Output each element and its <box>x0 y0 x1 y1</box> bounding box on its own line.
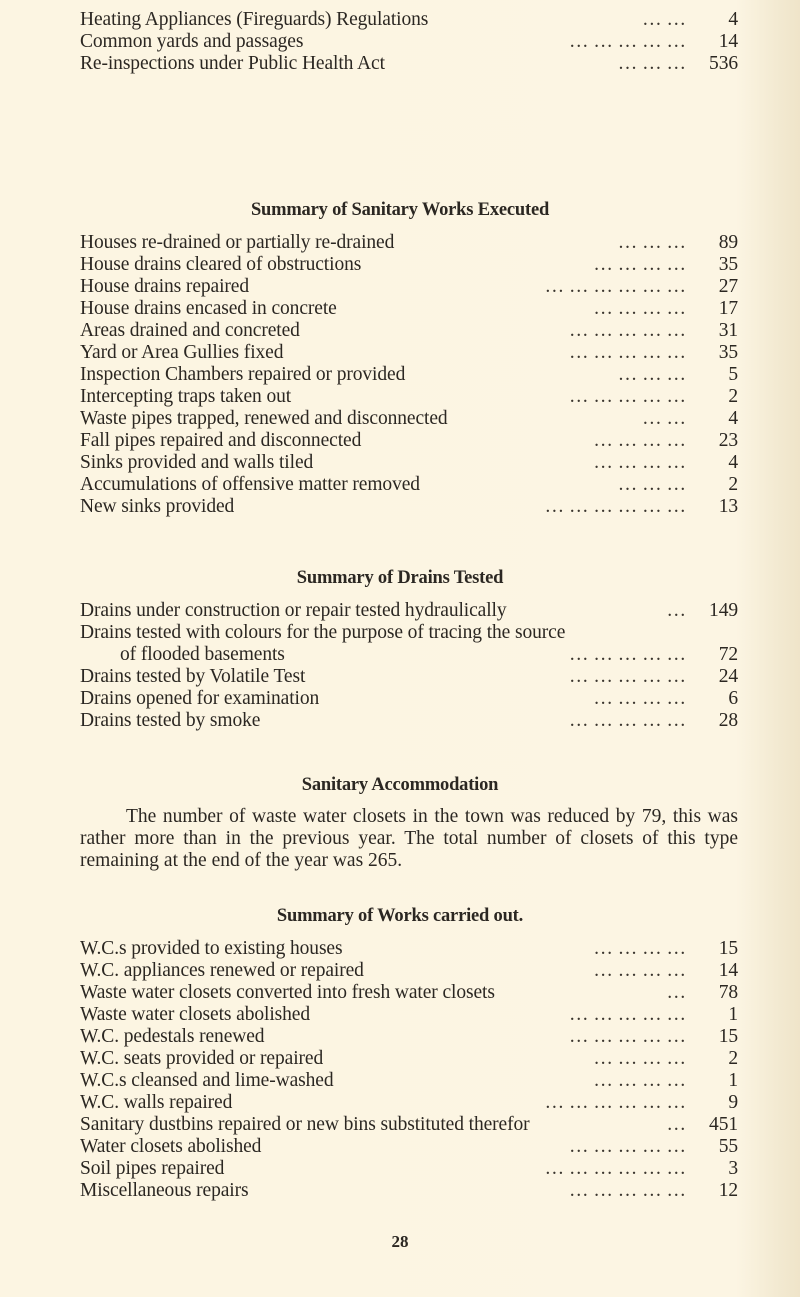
list-item <box>80 452 738 474</box>
leader-dots: … … … … … … <box>544 1092 686 1113</box>
item-label: Soil pipes repaired <box>80 1158 225 1179</box>
section-heading-works-carried-out: Summary of Works carried out. <box>276 906 524 926</box>
item-value: 23 <box>718 430 738 451</box>
item-label: Waste water closets converted into fresh water closets <box>80 982 495 1003</box>
list-item <box>80 644 738 666</box>
item-label: Intercepting traps taken out <box>80 386 292 407</box>
list-item <box>80 496 738 518</box>
sanitary-works-list <box>80 232 738 518</box>
page-number: 28 <box>391 1232 409 1251</box>
list-item <box>80 960 738 982</box>
item-value: 9 <box>728 1092 738 1113</box>
item-label: Sinks provided and walls tiled <box>80 452 314 473</box>
item-label: Drains opened for examination <box>80 688 320 709</box>
item-label: Drains tested by Volatile Test <box>80 666 306 687</box>
item-label: W.C.s provided to existing houses <box>80 938 343 959</box>
list-item <box>80 1092 738 1114</box>
item-label: W.C. seats provided or repaired <box>80 1048 324 1069</box>
item-label: New sinks provided <box>80 496 235 517</box>
item-value: 55 <box>718 1136 738 1157</box>
item-value: 35 <box>718 342 738 363</box>
item-label: Drains under construction or repair tested hydraulically <box>80 600 507 621</box>
item-value: 17 <box>718 298 738 319</box>
leader-dots: … … … … <box>593 452 686 473</box>
leader-dots: … … … … <box>593 938 686 959</box>
item-value: 12 <box>718 1180 738 1201</box>
list-item <box>80 688 738 710</box>
section-heading-sanitary-accommodation: Sanitary Accommodation <box>301 775 499 795</box>
leader-dots: … … <box>642 408 686 429</box>
item-value: 24 <box>718 666 738 687</box>
item-label: Waste water closets abolished <box>80 1004 310 1025</box>
item-value: 2 <box>728 1048 738 1069</box>
item-value: 28 <box>718 710 738 731</box>
leader-dots: … … … … <box>593 1048 686 1069</box>
list-item <box>80 1158 738 1180</box>
leader-dots: … … … … … <box>569 1180 686 1201</box>
leader-dots: … … … … … <box>569 1026 686 1047</box>
item-label: Common yards and passages <box>80 31 304 52</box>
leader-dots: … … … … … … <box>544 496 686 517</box>
list-item <box>80 474 738 496</box>
list-item <box>80 408 738 430</box>
item-value: 13 <box>718 496 738 517</box>
item-label: Re-inspections under Public Health Act <box>80 53 385 74</box>
item-value: 15 <box>718 1026 738 1047</box>
item-label: Drains tested by smoke <box>80 710 261 731</box>
list-item <box>80 342 738 364</box>
item-label: House drains repaired <box>80 276 250 297</box>
list-item <box>80 254 738 276</box>
item-value: 78 <box>718 982 738 1003</box>
leader-dots: … … … … <box>593 1070 686 1091</box>
leader-dots: … … … … <box>593 298 686 319</box>
leader-dots: … … … … … <box>569 710 686 731</box>
list-item <box>80 9 738 31</box>
item-label: House drains cleared of obstructions <box>80 254 362 275</box>
leader-dots: … … … <box>617 364 686 385</box>
item-value: 2 <box>728 474 738 495</box>
list-item <box>80 710 738 732</box>
item-value: 149 <box>709 600 738 621</box>
list-item <box>80 31 738 53</box>
item-value: 89 <box>718 232 738 253</box>
item-label: Drains tested with colours for the purpose of tracing the source <box>80 622 566 643</box>
item-value: 5 <box>728 364 738 385</box>
list-item <box>80 298 738 320</box>
drains-tested-list <box>80 600 738 732</box>
leader-dots: … … … … … … <box>544 1158 686 1179</box>
leader-dots: … … … … … <box>569 386 686 407</box>
item-value: 536 <box>709 53 738 74</box>
item-label: Waste pipes trapped, renewed and disconnected <box>80 408 448 429</box>
leader-dots: … … … … … <box>569 1004 686 1025</box>
list-item <box>80 982 738 1004</box>
item-value: 2 <box>728 386 738 407</box>
leader-dots: … … … … … <box>569 666 686 687</box>
list-item <box>80 320 738 342</box>
item-value: 15 <box>718 938 738 959</box>
item-label: of flooded basements <box>120 644 285 665</box>
item-value: 72 <box>718 644 738 665</box>
leader-dots: … <box>666 600 686 621</box>
leader-dots: … … … … <box>593 430 686 451</box>
list-item <box>80 666 738 688</box>
paragraph-text: The number of waste water closets in the town was reduced by 79, this was rather more than in the previous year. The total number of closets of this type remaining at the end of the year was 265. <box>80 806 738 871</box>
item-value: 4 <box>728 9 738 30</box>
list-item <box>80 1004 738 1026</box>
item-label: Yard or Area Gullies fixed <box>80 342 284 363</box>
item-label: Sanitary dustbins repaired or new bins substituted therefor <box>80 1114 530 1135</box>
item-value: 4 <box>728 452 738 473</box>
item-label: W.C. pedestals renewed <box>80 1026 265 1047</box>
leader-dots: … … … … … <box>569 342 686 363</box>
item-label: House drains encased in concrete <box>80 298 337 319</box>
list-item <box>80 1048 738 1070</box>
item-label: W.C. appliances renewed or repaired <box>80 960 364 981</box>
list-item <box>80 386 738 408</box>
section-heading-drains-tested: Summary of Drains Tested <box>296 568 504 588</box>
sanitary-accommodation-paragraph <box>80 806 738 872</box>
item-value: 27 <box>718 276 738 297</box>
item-value: 1 <box>728 1070 738 1091</box>
list-item <box>80 276 738 298</box>
item-value: 4 <box>728 408 738 429</box>
list-item <box>80 53 738 75</box>
item-label: Accumulations of offensive matter removed <box>80 474 420 495</box>
works-carried-out-list <box>80 938 738 1202</box>
item-label: W.C. walls repaired <box>80 1092 233 1113</box>
item-label: Inspection Chambers repaired or provided <box>80 364 406 385</box>
list-item <box>80 1180 738 1202</box>
item-value: 31 <box>718 320 738 341</box>
list-item <box>80 1026 738 1048</box>
item-value: 3 <box>728 1158 738 1179</box>
section-heading-sanitary-works: Summary of Sanitary Works Executed <box>250 200 550 220</box>
item-label: W.C.s cleansed and lime-washed <box>80 1070 334 1091</box>
list-item <box>80 1136 738 1158</box>
item-label: Heating Appliances (Fireguards) Regulations <box>80 9 429 30</box>
item-label: Water closets abolished <box>80 1136 262 1157</box>
leader-dots: … … <box>642 9 686 30</box>
leader-dots: … … … … … … <box>544 276 686 297</box>
leader-dots: … … … … <box>593 688 686 709</box>
leader-dots: … … … <box>617 232 686 253</box>
leader-dots: … … … … … <box>569 31 686 52</box>
leader-dots: … <box>666 982 686 1003</box>
item-value: 14 <box>718 31 738 52</box>
list-item <box>80 364 738 386</box>
list-item <box>80 938 738 960</box>
leader-dots: … … … <box>617 474 686 495</box>
item-value: 35 <box>718 254 738 275</box>
item-label: Miscellaneous repairs <box>80 1180 249 1201</box>
leader-dots: … <box>666 1114 686 1135</box>
intro-list <box>80 9 738 75</box>
leader-dots: … … … … … <box>569 320 686 341</box>
item-value: 14 <box>718 960 738 981</box>
list-item <box>80 1070 738 1092</box>
list-item <box>80 430 738 452</box>
item-label: Areas drained and concreted <box>80 320 300 341</box>
leader-dots: … … … … <box>593 960 686 981</box>
list-item <box>80 622 738 644</box>
item-value: 1 <box>728 1004 738 1025</box>
item-label: Houses re-drained or partially re-drained <box>80 232 395 253</box>
list-item <box>80 1114 738 1136</box>
leader-dots: … … … … … <box>569 1136 686 1157</box>
item-value: 451 <box>709 1114 738 1135</box>
leader-dots: … … … … … <box>569 644 686 665</box>
leader-dots: … … … … <box>593 254 686 275</box>
leader-dots: … … … <box>617 53 686 74</box>
item-value: 6 <box>728 688 738 709</box>
list-item <box>80 232 738 254</box>
item-label: Fall pipes repaired and disconnected <box>80 430 362 451</box>
list-item <box>80 600 738 622</box>
